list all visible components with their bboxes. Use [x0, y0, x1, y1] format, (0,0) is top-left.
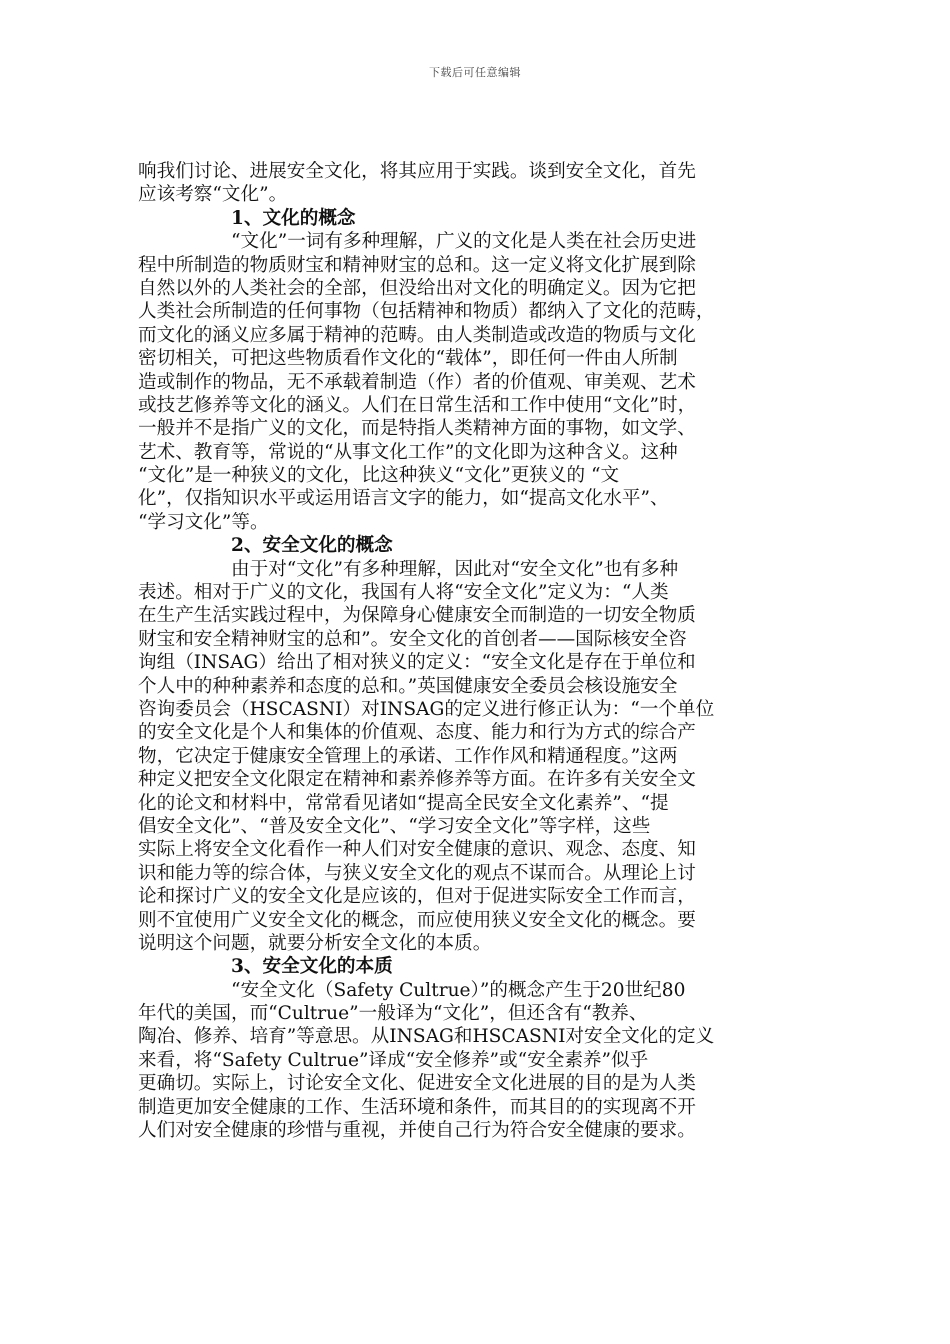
text-line: 自然以外的人类社会的全部，但没给出对文化的明确定义。因为它把	[138, 277, 696, 299]
text-line: 个人中的种种素养和态度的总和。”英国健康安全委员会核设施安全	[138, 675, 678, 697]
text-line: 密切相关，可把这些物质看作文化的“载体”，即任何一件由人所制	[138, 348, 678, 370]
text-line: 询组（INSAG）给出了相对狭义的定义：“安全文化是存在于单位和	[138, 652, 696, 674]
text-line: 则不宜使用广义安全文化的概念，而应使用狭义安全文化的概念。要	[138, 909, 696, 931]
text-line: “文化”是一种狭义的文化，比这种狭义“文化”更狭义的 “文	[138, 465, 620, 487]
text-line: “学习文化”等。	[138, 511, 269, 533]
text-line: 一般并不是指广义的文化，而是特指人类精神方面的事物，如文学、	[138, 418, 696, 440]
text-line: 说明这个问题，就要分析安全文化的本质。	[138, 932, 492, 954]
text-line: 论和探讨广义的安全文化是应该的，但对于促进实际安全工作而言，	[138, 886, 696, 908]
text-line: 应该考察“文化”。	[138, 184, 288, 206]
text-line: “安全文化（Safety Cultrue）”的概念产生于20世纪80	[231, 979, 686, 1001]
text-line: 表述。相对于广义的文化，我国有人将“安全文化”定义为：“人类	[138, 582, 669, 604]
text-line: 人们对安全健康的珍惜与重视，并使自己行为符合安全健康的要求。	[138, 1120, 696, 1142]
text-line: 财宝和安全精神财宝的总和”。安全文化的首创者——国际核安全咨	[138, 628, 687, 650]
text-line: 由于对“文化”有多种理解，因此对“安全文化”也有多种	[231, 558, 679, 580]
text-line: 程中所制造的物质财宝和精神财宝的总和。这一定义将文化扩展到除	[138, 254, 696, 276]
text-line: 化的论文和材料中，常常看见诸如“提高全民安全文化素养”、“提	[138, 792, 669, 814]
text-line: 倡安全文化”、“普及安全文化”、“学习安全文化”等字样，这些	[138, 815, 651, 837]
text-line: 化”，仅指知识水平或运用语言文字的能力，如“提高文化水平”、	[138, 488, 669, 510]
text-line: 咨询委员会（HSCASNI）对INSAG的定义进行修正认为：“一个单位	[138, 698, 715, 720]
section-heading: 1、文化的概念	[231, 207, 356, 229]
text-line: 陶冶、修养、培育”等意思。从INSAG和HSCASNI对安全文化的定义	[138, 1026, 715, 1048]
section-heading: 2、安全文化的概念	[231, 535, 393, 557]
text-line: 年代的美国，而“Cultrue”一般译为“文化”，但还含有“教养、	[138, 1003, 648, 1025]
text-line: 实际上将安全文化看作一种人们对安全健康的意识、观念、态度、知	[138, 839, 696, 861]
text-line: 来看，将“Safety Cultrue”译成“安全修养”或“安全素养”似乎	[138, 1049, 649, 1071]
page-header-note: 下载后可任意编辑	[429, 66, 521, 79]
document-body	[138, 160, 812, 1142]
text-line: 人类社会所制造的任何事物（包括精神和物质）都纳入了文化的范畴，	[138, 301, 715, 323]
text-line: 造或制作的物品，无不承载着制造（作）者的价值观、审美观、艺术	[138, 371, 696, 393]
text-line: 或技艺修养等文化的涵义。人们在日常生活和工作中使用“文化”时，	[138, 394, 697, 416]
text-line: 在生产生活实践过程中，为保障身心健康安全而制造的一切安全物质	[138, 605, 696, 627]
text-line: 物，它决定于健康安全管理上的承诺、工作作风和精通程度。”这两	[138, 745, 678, 767]
text-line: 艺术、教育等，常说的“从事文化工作”的文化即为这种含义。这种	[138, 441, 678, 463]
text-line: 而文化的涵义应多属于精神的范畴。由人类制造或改造的物质与文化	[138, 324, 696, 346]
section-heading: 3、安全文化的本质	[231, 956, 393, 978]
text-line: 响我们讨论、进展安全文化，将其应用于实践。谈到安全文化，首先	[138, 161, 696, 182]
text-line: 更确切。实际上，讨论安全文化、促进安全文化进展的目的是为人类	[138, 1073, 696, 1095]
text-line: 识和能力等的综合体，与狭义安全文化的观点不谋而合。从理论上讨	[138, 862, 696, 884]
text-line: 的安全文化是个人和集体的价值观、态度、能力和行为方式的综合产	[138, 722, 696, 744]
text-line: 种定义把安全文化限定在精神和素养修养等方面。在许多有关安全文	[138, 769, 696, 791]
text-line: “文化”一词有多种理解，广义的文化是人类在社会历史进	[231, 231, 697, 253]
text-line: 制造更加安全健康的工作、生活环境和条件，而其目的的实现离不开	[138, 1096, 696, 1118]
